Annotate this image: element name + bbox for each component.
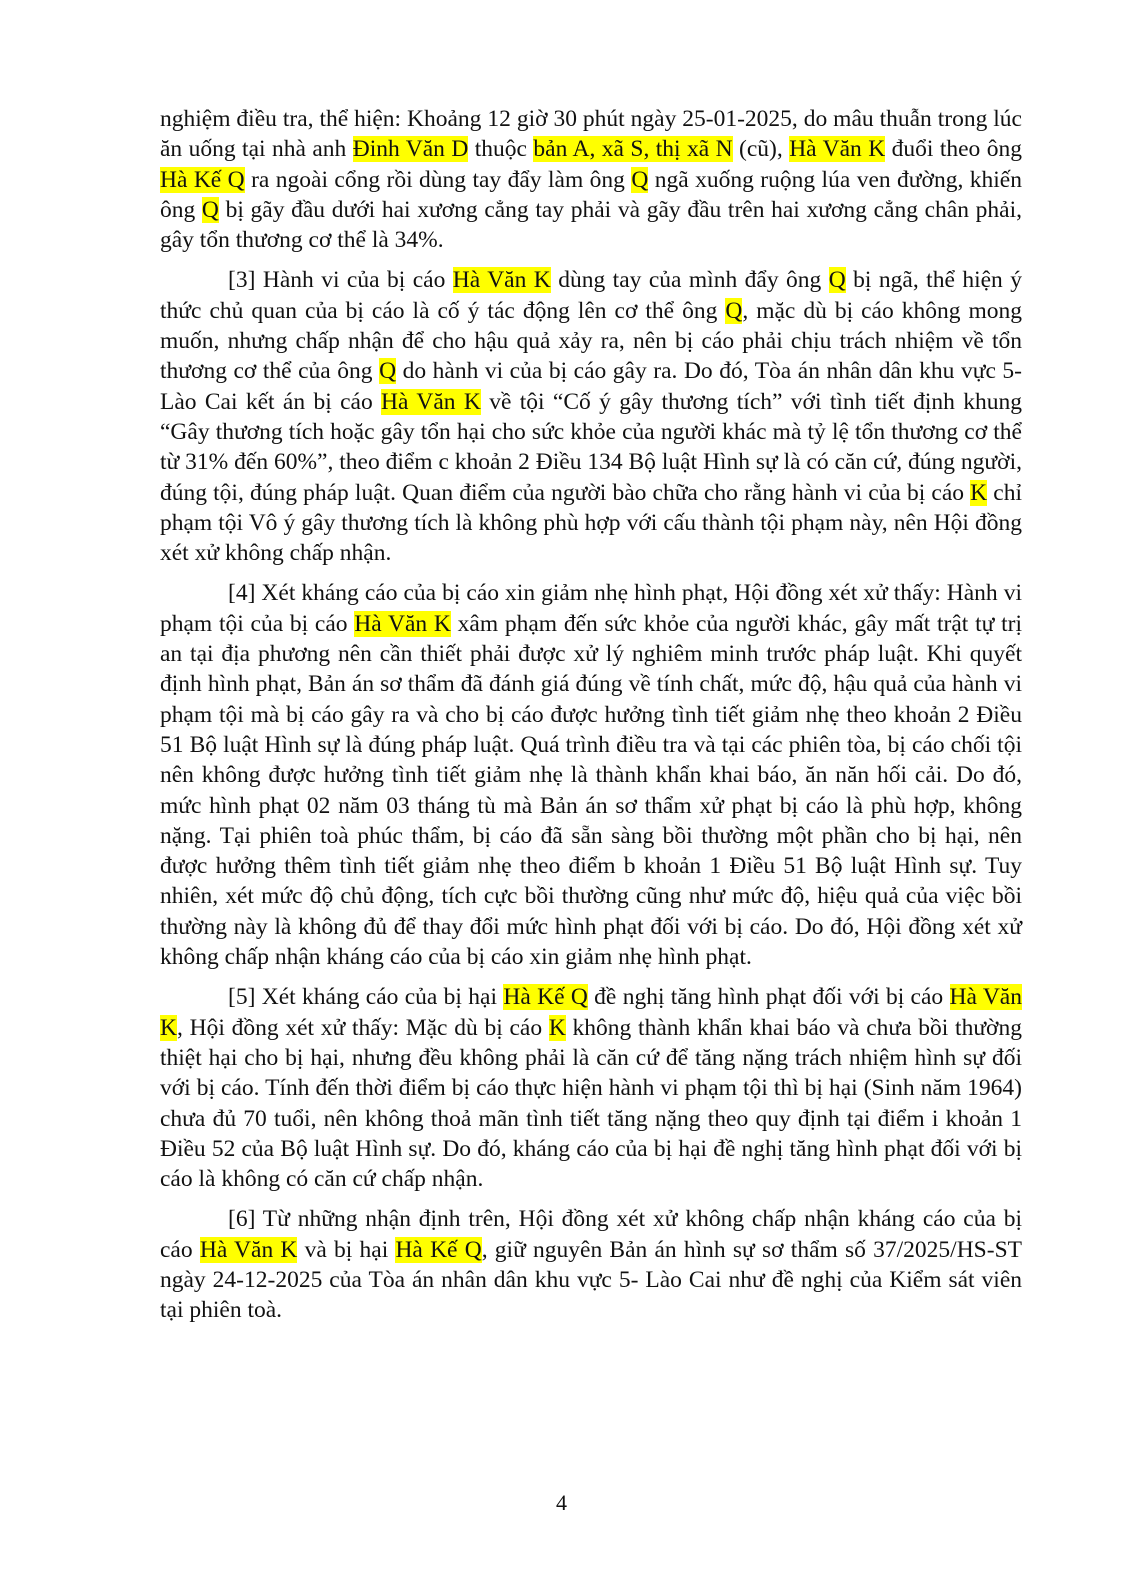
highlighted-name: Đinh Văn D [352, 136, 469, 163]
text-run: đuổi theo ông [885, 136, 1022, 163]
text-run: về tội “Cố ý gây thương tích” với tình tiết định khung “Gây thương tích hoặc gây tổn hại cho sức khỏe của người khác mà tỷ lệ tổn thương cơ thể từ 31% đến 60%”, theo điểm c khoản 2 Điều 134 Bộ luật Hình sự là có căn cứ, đúng người, đúng tội, đúng pháp luật. Quan điểm của người bào chữa cho rằng hành vi của bị cáo [160, 388, 1022, 506]
document-body [160, 104, 1022, 1336]
highlighted-name: Q [201, 196, 219, 223]
highlighted-name: Hà Văn K [789, 136, 886, 163]
highlighted-name: Q [631, 166, 649, 193]
highlighted-name: Hà Kế Q [160, 166, 245, 193]
paragraph-4 [160, 578, 1022, 972]
highlighted-name: K [970, 479, 988, 506]
highlighted-address: bản A, xã S, thị xã N [533, 136, 733, 163]
highlighted-name: Hà Văn K [452, 267, 551, 294]
highlighted-name: Hà Kế Q [395, 1236, 482, 1263]
page-number: 4 [556, 1490, 567, 1515]
highlighted-name: Hà Văn K [354, 610, 451, 637]
text-run: chỉ phạm tội Vô ý gây thương tích là không phù hợp với cấu thành tội phạm này, nên Hội đồng xét xử không chấp nhận. [160, 479, 1022, 567]
text-run: [4] Xét kháng cáo của bị cáo xin giảm nhẹ hình phạt, Hội đồng xét xử thấy: Hành vi phạm tội của bị cáo [160, 580, 1022, 637]
text-run: xâm phạm đến sức khỏe của người khác, gây mất trật tự trị an tại địa phương nên cần thiết phải được xử lý nghiêm minh trước pháp luật. Khi quyết định hình phạt, Bản án sơ thẩm đã đánh giá đúng về tính chất, mức độ, hậu quả của hành vi phạm tội mà bị cáo gây ra và cho bị cáo được hưởng tình tiết giảm nhẹ theo khoản 2 Điều 51 Bộ luật Hình sự là đúng pháp luật. Quá trình điều tra và tại các phiên tòa, bị cáo chối tội nên không được hưởng tình tiết giảm nhẹ là thành khẩn khai báo, ăn năn hối cải. Do đó, mức hình phạt 02 năm 03 tháng tù mà Bản án sơ thẩm xử phạt bị cáo là phù hợp, không nặng. Tại phiên toà phúc thẩm, bị cáo đã sẵn sàng bồi thường một phần cho bị hại, nên được hưởng thêm tình tiết giảm nhẹ theo điểm b khoản 1 Điều 51 Bộ luật Hình sự. Tuy nhiên, xét mức độ chủ động, tích cực bồi thường cũng như mức độ, hiệu quả của việc bồi thường này là không đủ để thay đổi mức hình phạt đối với bị cáo. Do đó, Hội đồng xét xử không chấp nhận kháng cáo của bị cáo xin giảm nhẹ hình phạt. [160, 610, 1022, 971]
text-run: , Hội đồng xét xử thấy: Mặc dù bị cáo [176, 1014, 549, 1041]
text-run: [6] Từ những nhận định trên, Hội đồng xét xử không chấp nhận kháng cáo của bị cáo [160, 1206, 1022, 1263]
text-run: bị gãy đầu dưới hai xương cẳng tay phải và gãy đầu trên hai xương cẳng chân phải, gây tổn thương cơ thể là 34%. [160, 196, 1022, 254]
highlighted-name: Hà Văn K [199, 1236, 298, 1263]
highlighted-name: Q [828, 267, 846, 294]
highlighted-name: Hà Kế Q [503, 984, 588, 1011]
text-run: , giữ nguyên Bản án hình sự sơ thẩm số 37/2025/HS-ST ngày 24-12-2025 của Tòa án nhân dân khu vực 5- Lào Cai như đề nghị của Kiểm sát viên tại phiên toà. [160, 1236, 1022, 1324]
text-run: nghiệm điều tra, thể hiện: Khoảng 12 giờ 30 phút ngày 25-01-2025, do mâu thuẫn trong lúc ăn uống tại nhà anh [160, 106, 1022, 163]
text-run: và bị hại [297, 1236, 396, 1263]
text-run: ra ngoài cổng rồi dùng tay đẩy làm ông [244, 166, 632, 193]
text-run: bị ngã, thể hiện ý thức chủ quan của bị cáo là cố ý tác động lên cơ thể ông [160, 267, 1022, 324]
text-run: , mặc dù bị cáo không mong muốn, nhưng chấp nhận để cho hậu quả xảy ra, nên bị cáo phải chịu trách nhiệm về tổn thương cơ thể của ông [160, 297, 1022, 385]
text-run: không thành khẩn khai báo và chưa bồi thường thiệt hại cho bị hại, nhưng đều không phải là căn cứ để tăng nặng trách nhiệm hình sự đối với bị cáo. Tính đến thời điểm bị cáo thực hiện hành vi phạm tội thì bị hại (Sinh năm 1964) chưa đủ 70 tuổi, nên không thoả mãn tình tiết tăng nặng theo quy định tại điểm i khoản 1 Điều 52 của Bộ luật Hình sự. Do đó, kháng cáo của bị hại đề nghị tăng hình phạt đối với bị cáo là không có căn cứ chấp nhận. [160, 1014, 1022, 1193]
paragraph-3 [160, 265, 1022, 568]
highlighted-name: Q [725, 297, 743, 324]
highlighted-name: Hà Văn K [160, 984, 1022, 1041]
text-run: (cũ), [732, 136, 790, 163]
highlighted-name: Hà Văn K [381, 388, 481, 415]
highlighted-name: Q [379, 358, 397, 385]
text-run: [3] Hành vi của bị cáo [228, 267, 453, 294]
paragraph-5 [160, 982, 1022, 1194]
text-run: thuộc [468, 136, 534, 163]
text-run: ngã xuống ruộng lúa ven đường, khiến ông [160, 166, 1022, 223]
text-run: dùng tay của mình đẩy ông [550, 267, 829, 294]
highlighted-name: K [548, 1014, 566, 1041]
text-run: đề nghị tăng hình phạt đối với bị cáo [587, 984, 950, 1011]
paragraph-investigation-summary [160, 104, 1022, 255]
paragraph-6 [160, 1204, 1022, 1325]
text-run: [5] Xét kháng cáo của bị hại [228, 984, 504, 1011]
text-run: do hành vi của bị cáo gây ra. Do đó, Tòa án nhân dân khu vực 5- Lào Cai kết án bị cáo [160, 358, 1023, 415]
